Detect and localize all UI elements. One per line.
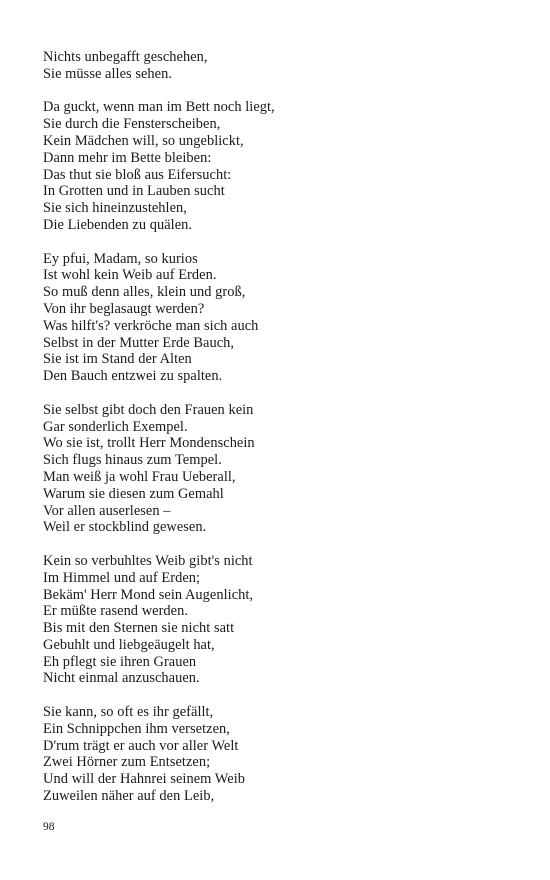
poem-line: Sie sich hineinzustehlen, [43,200,187,217]
poem-line: Von ihr beglasaugt werden? [43,300,205,317]
page-number: 98 [43,821,55,833]
poem-line: D'rum trägt er auch vor aller Welt [43,737,239,754]
poem-line: Zwei Hörner zum Entsetzen; [43,754,211,771]
poem-line: Bekäm' Herr Mond sein Augenlicht, [43,586,254,603]
poem-line: Ein Schnippchen ihm versetzen, [43,720,230,737]
poem-line: Die Liebenden zu quälen. [43,216,193,233]
poem-line: Kein so verbuhltes Weib gibt's nicht [43,552,253,569]
poem-line: Und will der Hahnrei seinem Weib [43,771,245,788]
poem-line: Sich flugs hinaus zum Tempel. [43,452,222,469]
poem-line: In Grotten und in Lauben sucht [43,183,225,200]
poem-line: So muß denn alles, klein und groß, [43,284,246,301]
poem-line: Weil er stockblind gewesen. [43,519,207,536]
poem-line: Was hilft's? verkröche man sich auch [43,317,259,334]
poem-line: Selbst in der Mutter Erde Bauch, [43,334,235,351]
poem-line: Gar sonderlich Exempel. [43,418,188,435]
poem-line: Sie ist im Stand der Alten [43,351,192,368]
poem-line: Gebuhlt und liebgeäugelt hat, [43,636,215,653]
poem-line: Da guckt, wenn man im Bett noch liegt, [43,99,275,116]
poem-line: Er müßte rasend werden. [43,603,188,620]
poem-line: Kein Mädchen will, so ungeblickt, [43,132,244,149]
poem-line: Man weiß ja wohl Frau Ueberall, [43,468,236,485]
poem-line: Wo sie ist, trollt Herr Mondenschein [43,435,255,452]
poem-line: Dann mehr im Bette bleiben: [43,149,212,166]
stanza [43,402,513,536]
poem-line: Sie durch die Fensterscheiben, [43,116,221,133]
poem-line: Bis mit den Sternen sie nicht satt [43,620,235,637]
stanza [43,553,513,687]
stanza [43,251,513,385]
poem-line: Im Himmel und auf Erden; [43,569,201,586]
poem-line: Warum sie diesen zum Gemahl [43,485,224,502]
stanza [43,99,513,233]
poem-line: Sie müsse alles sehen. [43,65,172,82]
stanza [43,49,513,83]
poem-line: Zuweilen näher auf den Leib, [43,788,215,805]
stanza [43,704,513,805]
poem-line: Ey pfui, Madam, so kurios [43,250,198,267]
poem-line: Den Bauch entzwei zu spalten. [43,368,223,385]
poem-line: Eh pflegt sie ihren Grauen [43,653,197,670]
poem-line: Nichts unbegafft geschehen, [43,49,208,65]
poem-line: Sie kann, so oft es ihr gefällt, [43,704,214,721]
poem-line: Sie selbst gibt doch den Frauen kein [43,401,254,418]
poem-text [43,49,513,822]
poem-line: Vor allen auserlesen – [43,502,171,519]
poem-line: Ist wohl kein Weib auf Erden. [43,267,217,284]
poem-line: Nicht einmal anzuschauen. [43,670,200,687]
poem-line: Das thut sie bloß aus Eifersucht: [43,166,232,183]
